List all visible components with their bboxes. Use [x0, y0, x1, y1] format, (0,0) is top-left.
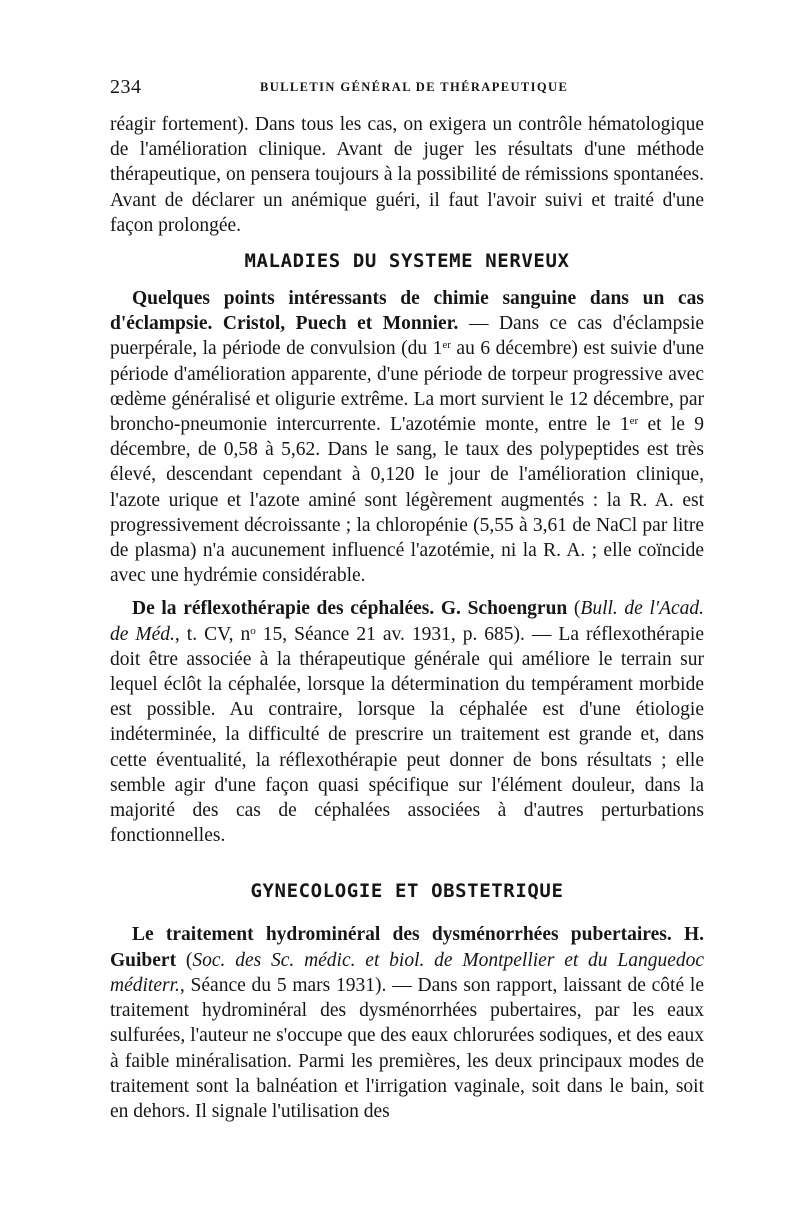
article-body-part: au 6 décembre) est suivie d'une période d'amélioration apparente, d'une période de torpeur progressive avec œdème généralisé et oligurie extrême. La mort survient le 12 décembre, par broncho-pneumonie intercurrente. L'azotémie monte, entre le 1	[110, 338, 704, 436]
article-citation: Bull. de l'Acad. de Méd.	[110, 598, 705, 645]
article-title: Quelques points intéressants de chimie sanguine dans un cas d'éclampsie.	[110, 288, 704, 335]
citation-paren: (	[567, 598, 581, 620]
article-dysmenorrhees	[110, 922, 704, 1124]
page-number: 234	[110, 76, 142, 98]
article-authors: Cristol, Puech et Monnier.	[222, 313, 459, 335]
section-heading-maladies: MALADIES DU SYSTEME NERVEUX	[244, 250, 570, 273]
article-title: Le traitement hydrominéral des dysménorrhées pubertaires.	[132, 924, 672, 946]
citation-detail: , Séance du 5 mars 1931). —	[179, 974, 412, 996]
number-suffix: o	[250, 624, 256, 637]
article-body-part: — Dans ce cas d'éclampsie puerpérale, la période de convulsion (du 1	[110, 313, 705, 360]
article-reflexotherapie	[110, 596, 704, 848]
article-eclampsie	[110, 286, 704, 588]
article-authors: H. Guibert	[110, 924, 705, 971]
article-citation: Soc. des Sc. médic. et biol. de Montpellier et du Languedoc méditerr.	[110, 949, 705, 996]
running-header	[110, 76, 704, 102]
article-body: Dans son rapport, laissant de côté le traitement hydrominéral des dysménorrhées pubertaires, par les eaux sulfurées, l'auteur ne s'occupe que des eaux chlorurées sodiques, et des eaux à faible minéralisation. Parmi les premières, les deux principaux modes de traitement sont la balnéation et l'irrigation vaginale, soit dans le bain, soit en dehors. Il signale l'utilisation des	[110, 974, 704, 1122]
intro-paragraph: réagir fortement). Dans tous les cas, on exigera un contrôle hématologique de l'amélioration clinique. Avant de juger les résultats d'une méthode thérapeutique, on pensera toujours à la possibilité de rémissions spontanées. Avant de déclarer un anémique guéri, il faut l'avoir suivi et traité d'une façon prolongée.	[110, 114, 704, 236]
article-body-part: et le 9 décembre, de 0,58 à 5,62. Dans le sang, le taux des polypeptides est très élevé, descendant cependant à 0,120 le jour de l'amélioration clinique, l'azote urique et l'azote aminé sont légèrement augmentés : la R. A. est progressivement décroissante ; la chloropénie (5,55 à 3,61 de NaCl par litre de plasma) n'a aucunement influencé l'azotémie, ni la R. A. ; elle coïncide avec une hydrémie considérable.	[110, 414, 704, 587]
article-body: La réflexothérapie doit être associée à la thérapeutique générale qui améliore le terrain sur lequel éclôt la céphalée, lorsque la détermination du tempérament morbide est possible. Au contraire, lorsque la céphalée est d'une étiologie indéterminée, la difficulté de prescrire un traitement est grande et, dans cette éventualité, la réflexothérapie peut donner de bons résultats ; elle semble agir d'une façon quasi spécifique sur l'élément douleur, dans la majorité des cas de céphalées associées à d'autres perturbations fonctionnelles.	[110, 623, 704, 847]
ordinal-suffix: er	[629, 415, 639, 428]
citation-detail: 15, Séance 21 av. 1931, p. 685). —	[255, 623, 552, 645]
citation-detail: , t. CV, n	[174, 623, 251, 645]
article-title: De la réflexothérapie des céphalées.	[132, 598, 435, 620]
citation-paren: (	[176, 949, 193, 971]
journal-title: BULLETIN GÉNÉRAL DE THÉRAPEUTIQUE	[260, 80, 569, 94]
ordinal-suffix: er	[442, 339, 451, 352]
article-authors: G. Schoengrun	[440, 598, 568, 620]
section-heading-gynecologie: GYNECOLOGIE ET OBSTETRIQUE	[250, 880, 564, 903]
